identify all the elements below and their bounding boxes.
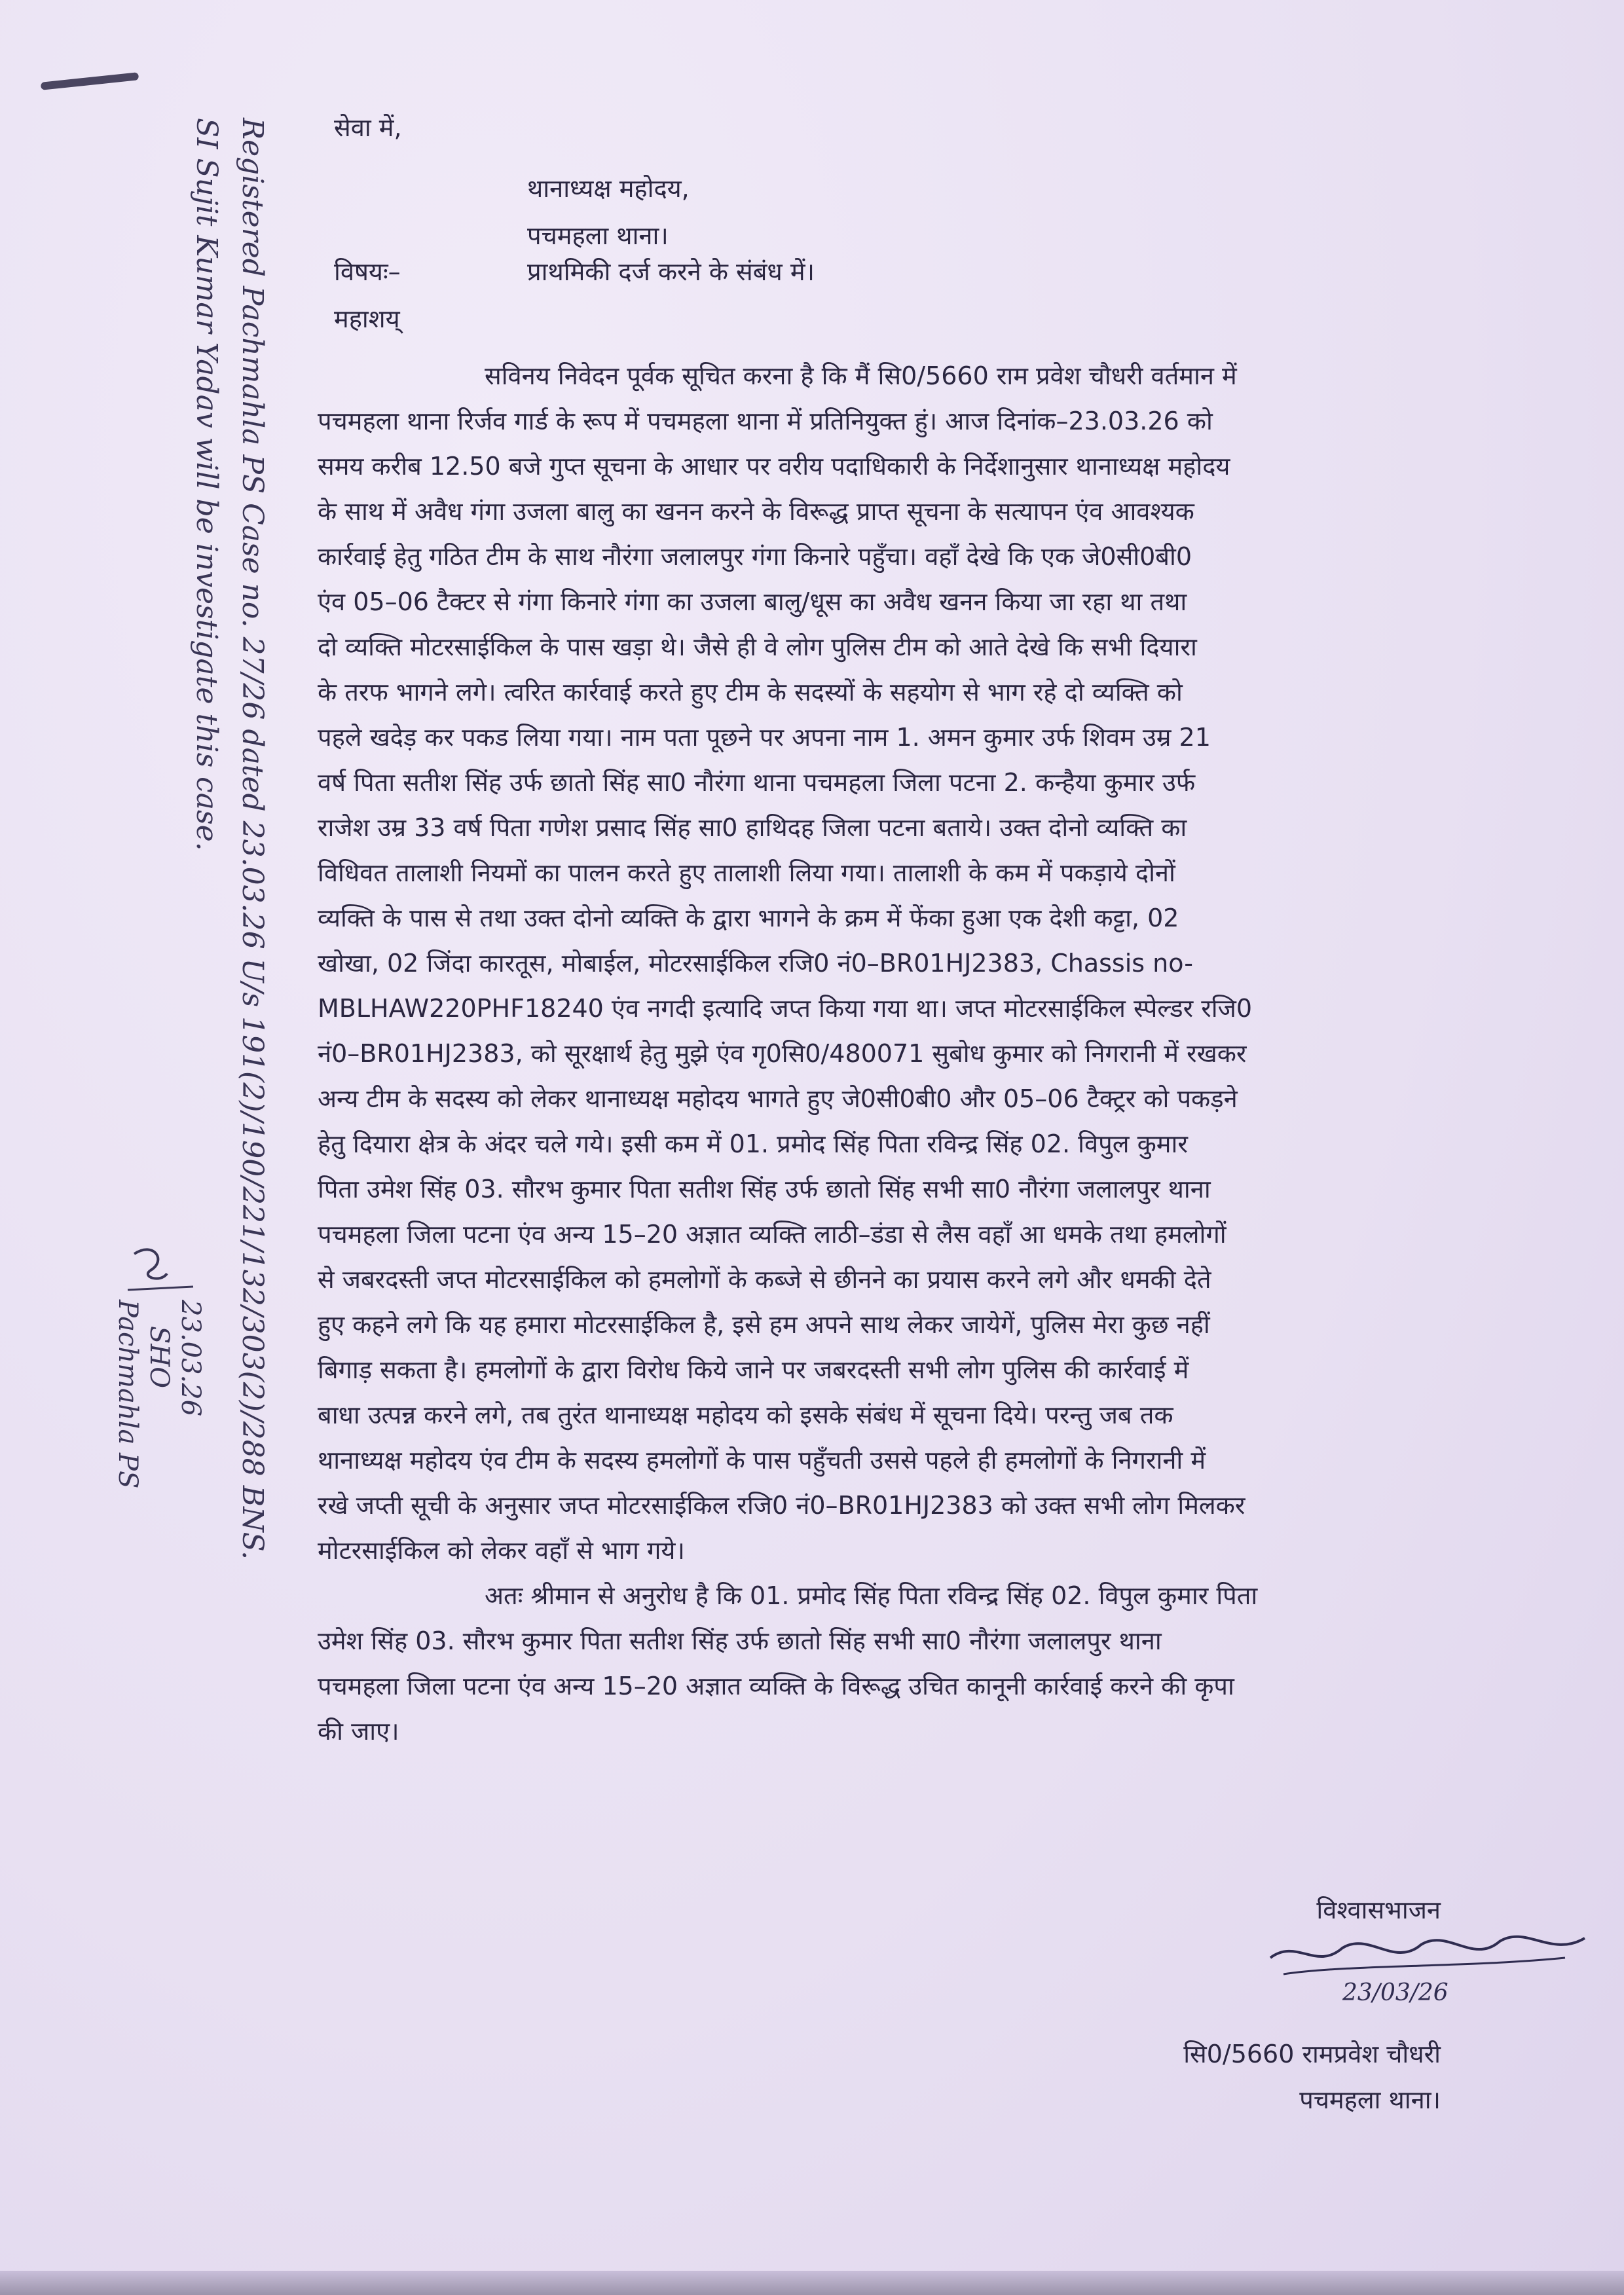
salutation: महाशय् [334, 304, 400, 333]
body-line: पचमहला जिला पटना एंव अन्य 15–20 अज्ञात व्यक्ति के विरूद्ध उचित कानूनी कार्रवाई करने की कृपा [318, 1672, 1234, 1700]
body-line: के साथ में अवैध गंगा उजला बालु का खनन करने के विरूद्ध प्राप्त सूचना के सत्यापन एंव आवश्यक [318, 497, 1194, 526]
endorsement-line-investigator: SI Sujit Kumar Yadav will be investigate this case. [190, 118, 223, 851]
signer-name: सि0/5660 रामप्रवेश चौधरी [1183, 2040, 1441, 2068]
sho-endorsement-signature [115, 1234, 219, 1516]
addressee-block [527, 165, 690, 259]
subject-text: प्राथमिकी दर्ज करने के संबंध में। [527, 257, 815, 286]
body-line: समय करीब 12.50 बजे गुप्त सूचना के आधार पर वरीय पदाधिकारी के निर्देशानुसार थानाध्यक्ष महोदय [318, 452, 1230, 481]
body-line: कार्रवाई हेतु गठित टीम के साथ नौरंगा जलालपुर गंगा किनारे पहुँचा। वहाँ देखे कि एक जे0सी0बी0 [318, 542, 1192, 571]
body-line: MBLHAW220PHF18240 एंव नगदी इत्यादि जप्त किया गया था। जप्त मोटरसाईकिल स्पेल्डर रजि0 [318, 994, 1253, 1023]
body-line: सविनय निवेदन पूर्वक सूचित करना है कि मैं सि0/5660 राम प्रवेश चौधरी वर्तमान में [485, 361, 1237, 390]
signer-station: पचमहला थाना। [1299, 2085, 1441, 2114]
body-line: थानाध्यक्ष महोदय एंव टीम के सदस्य हमलोगों के पास पहुँचती उससे पहले ही हमलोगों के निगरानी में [318, 1446, 1206, 1475]
body-line: हेतु दियारा क्षेत्र के अंदर चले गये। इसी कम में 01. प्रमोद सिंह पिता रविन्द्र सिंह 02. विपुल कुमार [318, 1129, 1188, 1158]
body-line: दो व्यक्ति मोटरसाईकिल के पास खड़ा थे। जैसे ही वे लोग पुलिस टीम को आते देखे कि सभी दियारा [318, 633, 1197, 661]
body-line: बिगाड़ सकता है। हमलोगों के द्वारा विरोध किये जाने पर जबरदस्ती सभी लोग पुलिस की कार्रवाई में [318, 1355, 1189, 1384]
body-line: से जबरदस्ती जप्त मोटरसाईकिल को हमलोगों के कब्जे से छीनने का प्रयास करने लगे और धमकी देते [318, 1265, 1211, 1294]
addressee-line-1: थानाध्यक्ष महोदय, [527, 174, 690, 203]
sho-sign-title: SHO [144, 1326, 174, 1389]
body-line: उमेश सिंह 03. सौरभ कुमार पिता सतीश सिंह उर्फ छातो सिंह सभी सा0 नौरंगा जलालपुर थाना [318, 1626, 1162, 1655]
body-line: पचमहला थाना रिर्जव गार्ड के रूप में पचमहला थाना में प्रतिनियुक्त हुं। आज दिनांक–23.03.26 को [318, 407, 1213, 435]
body-line: विधिवत तालाशी नियमों का पालन करते हुए तालाशी लिया गया। तालाशी के कम में पकड़ाये दोनों [318, 858, 1175, 887]
to-label: सेवा में, [334, 113, 402, 142]
body-paragraph-1 [318, 354, 1575, 1573]
body-line: पिता उमेश सिंह 03. सौरभ कुमार पिता सतीश सिंह उर्फ छातो सिंह सभी सा0 नौरंगा जलालपुर थाना [318, 1175, 1211, 1203]
body-line: अन्य टीम के सदस्य को लेकर थानाध्यक्ष महोदय भागते हुए जे0सी0बी0 और 05–06 टैक्ट्रर को पकड़ने [318, 1084, 1238, 1113]
body-line: के तरफ भागने लगे। त्वरित कार्रवाई करते हुए टीम के सदस्यों के सहयोग से भाग रहे दो व्यक्ति को [318, 678, 1183, 707]
body-line: अतः श्रीमान से अनुरोध है कि 01. प्रमोद सिंह पिता रविन्द्र सिंह 02. विपुल कुमार पिता [485, 1581, 1258, 1610]
scan-bottom-edge [0, 2271, 1624, 2295]
body-line: खोखा, 02 जिंदा कारतूस, मोबाईल, मोटरसाईकिल रजि0 नं0–BR01HJ2383, Chassis no- [318, 949, 1193, 978]
subject-label: विषयः– [334, 257, 401, 286]
body-line: रखे जप्ती सूची के अनुसार जप्त मोटरसाईकिल रजि0 नं0–BR01HJ2383 को उक्त सभी लोग मिलकर [318, 1491, 1246, 1520]
signature-date: 23/03/26 [1342, 1979, 1449, 2006]
body-line: एंव 05–06 टैक्टर से गंगा किनारे गंगा का उजला बालु/धूस का अवैध खनन किया जा रहा था तथा [318, 587, 1187, 616]
sho-sign-date: 23.03.26 [175, 1300, 206, 1417]
subject-line [334, 254, 1578, 288]
body-line: वर्ष पिता सतीश सिंह उर्फ छातो सिंह सा0 नौरंगा थाना पचमहला जिला पटना 2. कन्हैया कुमार उर्फ [318, 768, 1196, 797]
closing-text: विश्वासभाजन [1316, 1896, 1441, 1924]
body-line: राजेश उम्र 33 वर्ष पिता गणेश प्रसाद सिंह सा0 हाथिदह जिला पटना बताये। उक्त दोनो व्यक्ति का [318, 813, 1187, 842]
body-line: नं0–BR01HJ2383, को सूरक्षार्थ हेतु मुझे एंव गृ0सि0/480071 सुबोध कुमार को निगरानी में रखकर [318, 1039, 1247, 1068]
signer-signature-icon [1257, 1912, 1598, 2010]
body-line: हुए कहने लगे कि यह हमारा मोटरसाईकिल है, इसे हम अपने साथ लेकर जायेगें, पुलिस मेरा कुछ नहीं [318, 1310, 1210, 1339]
body-line: व्यक्ति के पास से तथा उक्त दोनो व्यक्ति के द्वारा भागने के क्रम में फेंका हुआ एक देशी कट्टा, 02 [318, 904, 1179, 932]
endorsement-line-registered: Registered Pachmahla PS Case no. 27/26 dated 23.03.26 U/s 191(2)/190/221/132/303(2)/288 BNS. [236, 118, 269, 1560]
body-line: पचमहला जिला पटना एंव अन्य 15–20 अज्ञात व्यक्ति लाठी–डंडा से लैस वहाँ आ धमके तथा हमलोगों [318, 1220, 1227, 1249]
letter-body [318, 354, 1575, 1754]
body-line: पहले खदेड़ कर पकड लिया गया। नाम पता पूछने पर अपना नाम 1. अमन कुमार उर्फ शिवम उम्र 21 [318, 723, 1211, 752]
body-line: की जाए। [318, 1717, 399, 1746]
body-line: मोटरसाईकिल को लेकर वहाँ से भाग गये। [318, 1536, 685, 1565]
addressee-line-2: पचमहला थाना। [527, 221, 669, 250]
body-line: बाधा उत्पन्न करने लगे, तब तुरंत थानाध्यक्ष महोदय को इसके संबंध में सूचना दिये। परन्तु जब तक [318, 1401, 1173, 1429]
body-paragraph-2 [318, 1573, 1575, 1754]
sho-sign-station: Pachmahla PS [113, 1300, 143, 1489]
